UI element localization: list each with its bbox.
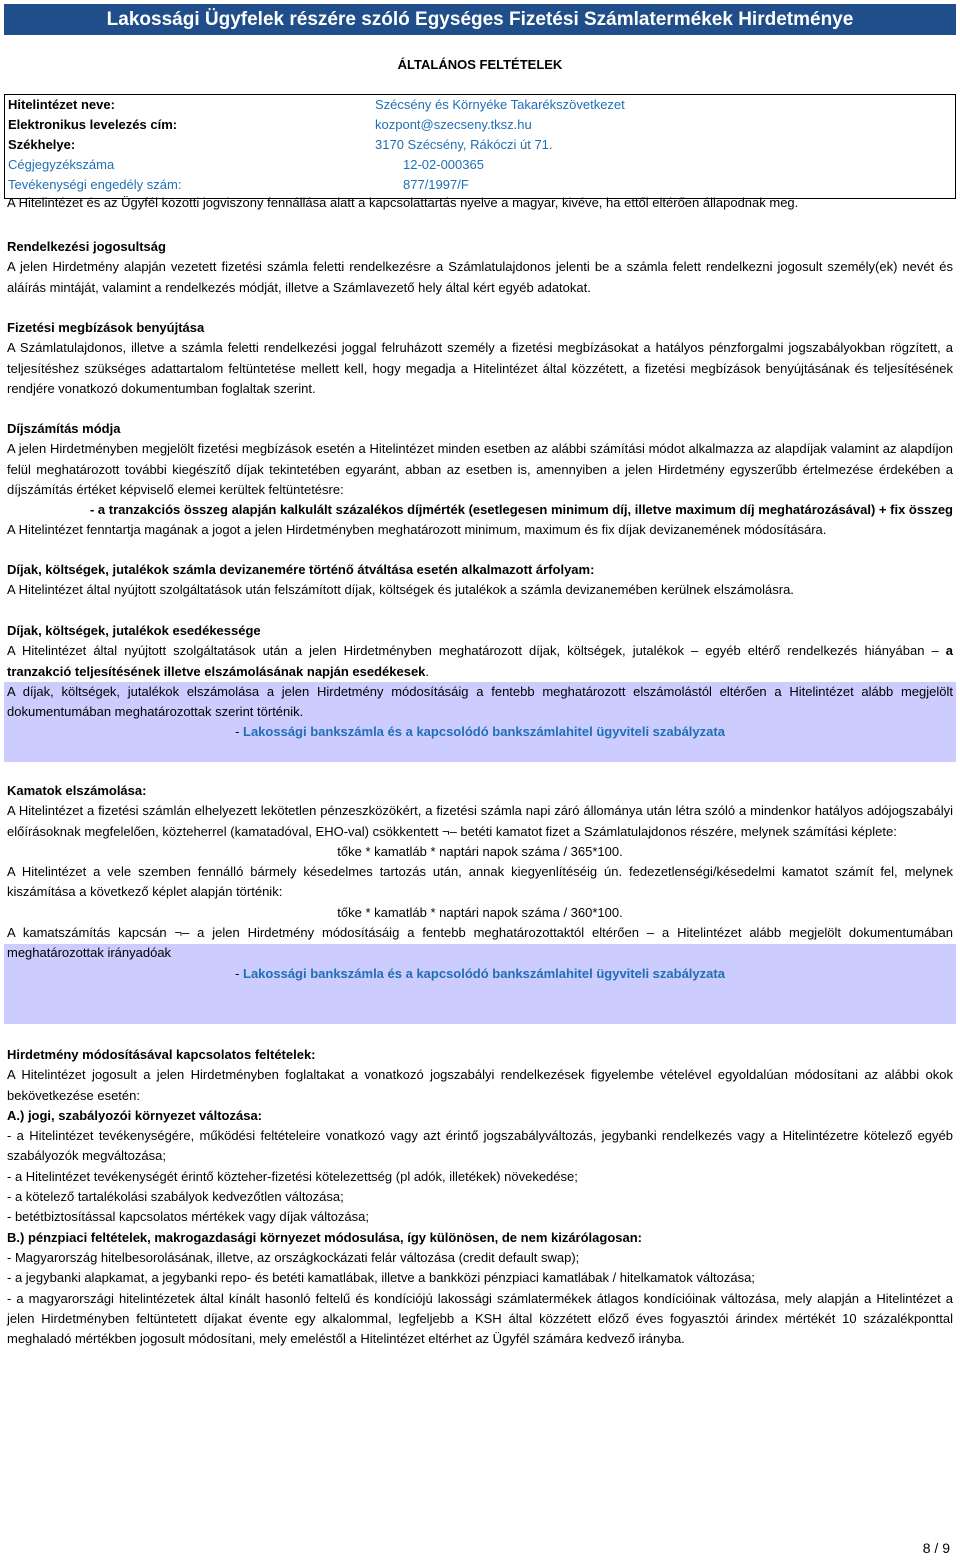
info-label: Elektronikus levelezés cím: [8, 117, 178, 132]
section-kamatok [7, 781, 953, 984]
info-label: Székhelye: [8, 137, 76, 152]
link-dash: - [235, 724, 244, 740]
info-value: 12-02-000365 [403, 157, 484, 172]
regulation-link-line [7, 722, 953, 742]
section-heading: ÁLTALÁNOS FELTÉTELEK [397, 57, 563, 72]
highlight-text: A kamatszámítás kapcsán ¬– a jelen Hirdetmény módosításáig a fentebb meghatározottaktól eltérően – a Hitelintézet alább megjelölt dokumentumában meghatározottak irányadóak [7, 925, 953, 961]
subsection-a-heading: A.) jogi, szabályozói környezet változása: [7, 1107, 263, 1123]
info-label: Cégjegyzékszáma [8, 157, 115, 172]
link-dash: - [235, 965, 244, 981]
section-body: A jelen Hirdetmény alapján vezetett fizetési számla feletti rendelkezésre a Számlatulajdonos jelenti be a számla felett rendelkezni jogosult személy(ek) nevét és aláírás mintáját, valamint a rendelkezés módját, illetve a Számlavezető hely által kért egyéb adatokat. [7, 259, 953, 295]
fee-formula: - a tranzakciós összeg alapján kalkulált százalékos díjmérték (esetlegesen minimum díj, illetve maximum díj meghatározásával) + fix összeg [89, 502, 953, 518]
section-heading: Hirdetmény módosításával kapcsolatos feltételek: [7, 1047, 316, 1062]
page-number: 8 / 9 [922, 1540, 950, 1556]
info-value: 877/1997/F [403, 177, 469, 192]
section-body: A jelen Hirdetményben megjelölt fizetési megbízások esetén a Hitelintézet minden esetben az alábbi számítási módot alkalmazza az alapdíjak valamint az alapdíjon felül meghatározott további kiegészítő díjak tekintetében egyaránt, abban az esetben is, amennyiben a jelen Hirdetmény egyszerűbb értelmezése érdekében a díjszámítás értéket képviselő elemei kerültek feltüntetésre: [7, 441, 953, 497]
regulation-link[interactable]: Lakossági bankszámla és a kapcsolódó bankszámlahitel ügyviteli szabályzata [243, 724, 725, 740]
list-item: - a Hitelintézet tevékenységét érintő közteher-fizetési kötelezettség (pl adók, illetékek) növekedése; [7, 1168, 578, 1184]
section-dijszamitas [7, 419, 953, 541]
info-label: Tevékenységi engedély szám: [8, 177, 182, 192]
section-body: A Számlatulajdonos, illetve a számla feletti rendelkezési joggal felruházott személy a fizetési megbízásokat a hatályos pénzforgalmi jogszabályokban rögzített, a teljesítéshez szükséges adattartalom feltüntetése mellett kell, hogy megadja a Hitelintézet által közzétett, a fizetési megbízások benyújtásának és teljesítésének rendjére vonatkozó dokumentumban foglaltak szerint. [7, 340, 953, 396]
body-text: A Hitelintézet által nyújtott szolgáltatások után a jelen Hirdetményben meghatározott díjak, költségek, jutalékok – egyéb eltérő rendelkezés hiányában – [7, 643, 939, 659]
section-rendelkezesi [7, 237, 953, 298]
section-heading: Rendelkezési jogosultság [7, 239, 166, 254]
body-bold-text: a tranzakció teljesítésének illetve elszámolásának napján esedékesek [7, 643, 953, 679]
language-note: A Hitelintézet és az Ügyfél közötti jogviszony fennállása alatt a kapcsolattartás nyelve a magyar, kivéve, ha ettől eltérően állapodnak meg. [7, 195, 799, 210]
section-heading: Fizetési megbízások benyújtása [7, 320, 205, 335]
list-item: - a magyarországi hitelintézetek által kínált hasonló feltelű és kondíciójú lakossági számlatermékek átlagos kondícióinak változása, mely alapján a Hitelintézet a jelen Hirdetményben feltüntetett díjakat évente egy alkalommal, legfeljebb a KSH által közzétett előző éves fogyasztói árindex mértékét 10 százalékponttal meghaladó mértékben jogosult módosítani, mely emeléstől a Hitelintézet eltérhet az Ügyfél számára kedvező irányba. [7, 1290, 953, 1347]
section-modositas [7, 1045, 953, 1349]
section-arfolyam [7, 560, 953, 601]
interest-formula-2: tőke * kamatláb * naptári napok száma / 360*100. [337, 904, 623, 920]
section-intro: A Hitelintézet jogosult a jelen Hirdetményben foglaltakat a vonatkozó jogszabályi rendelkezések figyelembe vételével egyoldalúan módosítani az alábbi okok bekövetkezése esetén: [7, 1067, 953, 1103]
info-value[interactable]: kozpont@szecseny.tksz.hu [375, 117, 532, 132]
section-body-2: A Hitelintézet fenntartja magának a jogot a jelen Hirdetményben meghatározott minimum, maximum és fix díjak devizanemének módosítására. [7, 522, 827, 538]
list-item: - a Hitelintézet tevékenységére, működési feltételeire vonatkozó vagy azt érintő jogszabályváltozás, jegybanki rendelkezés vagy a Hitelintézetre kötelező egyéb szabályozók megváltozása; [7, 1128, 953, 1164]
info-value: Szécsény és Környéke Takarékszövetkezet [375, 97, 625, 112]
regulation-link[interactable]: Lakossági bankszámla és a kapcsolódó bankszámlahitel ügyviteli szabályzata [243, 965, 725, 981]
section-heading: Kamatok elszámolása: [7, 783, 147, 798]
section-esedekesseg [7, 621, 953, 743]
list-item: - a kötelező tartalékolási szabályok kedvezőtlen változása; [7, 1189, 344, 1205]
section-body: A Hitelintézet a fizetési számlán elhelyezett lekötetlen pénzeszközökért, a fizetési számla napi záró állománya után létra szóló a mindenkor hatályos adójogszabályi előírásoknak megfelelően, közteherrel (kamatadóval, EHO-val) csökkentett ¬– betéti kamatot fizet a Számlatulajdonos részére, melynek számítási képlete: [7, 803, 953, 839]
section-heading: Díjak, költségek, jutalékok esedékessége [7, 623, 261, 638]
section-body [7, 641, 953, 682]
list-item: - a jegybanki alapkamat, a jegybanki repo- és betéti kamatlábak, illetve a bankközi pénzpiaci kamatlábak / hitelkamatok változása; [7, 1270, 755, 1286]
section-heading: Díjak, költségek, jutalékok számla devizanemére történő átváltása esetén alkalmazott árfolyam: [7, 562, 595, 577]
section-heading: Díjszámítás módja [7, 421, 121, 436]
interest-formula-1: tőke * kamatláb * naptári napok száma / 365*100. [337, 843, 623, 859]
section-fizetesi [7, 318, 953, 399]
info-label: Hitelintézet neve: [8, 97, 115, 112]
page-title: Lakossági Ügyfelek részére szóló Egységes Fizetési Számlatermékek Hirdetménye [4, 4, 956, 35]
info-value: 3170 Szécsény, Rákóczi út 71. [375, 137, 553, 152]
regulation-link-line [7, 964, 953, 984]
subsection-b-heading: B.) pénzpiaci feltételek, makrogazdasági környezet módosulása, így különösen, de nem kizárólagosan: [7, 1229, 643, 1245]
section-body: A Hitelintézet által nyújtott szolgáltatások után felszámított díjak, költségek és jutalékok a számla devizanemében kerülnek elszámolásra. [7, 582, 794, 598]
list-item: - Magyarország hitelbesorolásának, illetve, az országkockázati felár változása (credit default swap); [7, 1249, 580, 1265]
list-item: - betétbiztosítással kapcsolatos mértékek vagy díjak változása; [7, 1209, 370, 1225]
institution-info-table [4, 94, 956, 199]
body-end: . [425, 663, 430, 679]
section-body-2: A Hitelintézet a vele szemben fennálló bármely késedelmes tartozás után, annak kiegyenlítéséig ún. fedezetlenségi/késedelmi kamatot számít fel, melynek kiszámítása a következő képlet alapján történik: [7, 864, 953, 900]
highlight-text: A díjak, költségek, jutalékok elszámolása a jelen Hirdetmény módosításáig a fentebb meghatározott elszámolástól eltérően a Hitelintézet alább megjelölt dokumentumában meghatározottak szerint történik. [7, 683, 953, 720]
